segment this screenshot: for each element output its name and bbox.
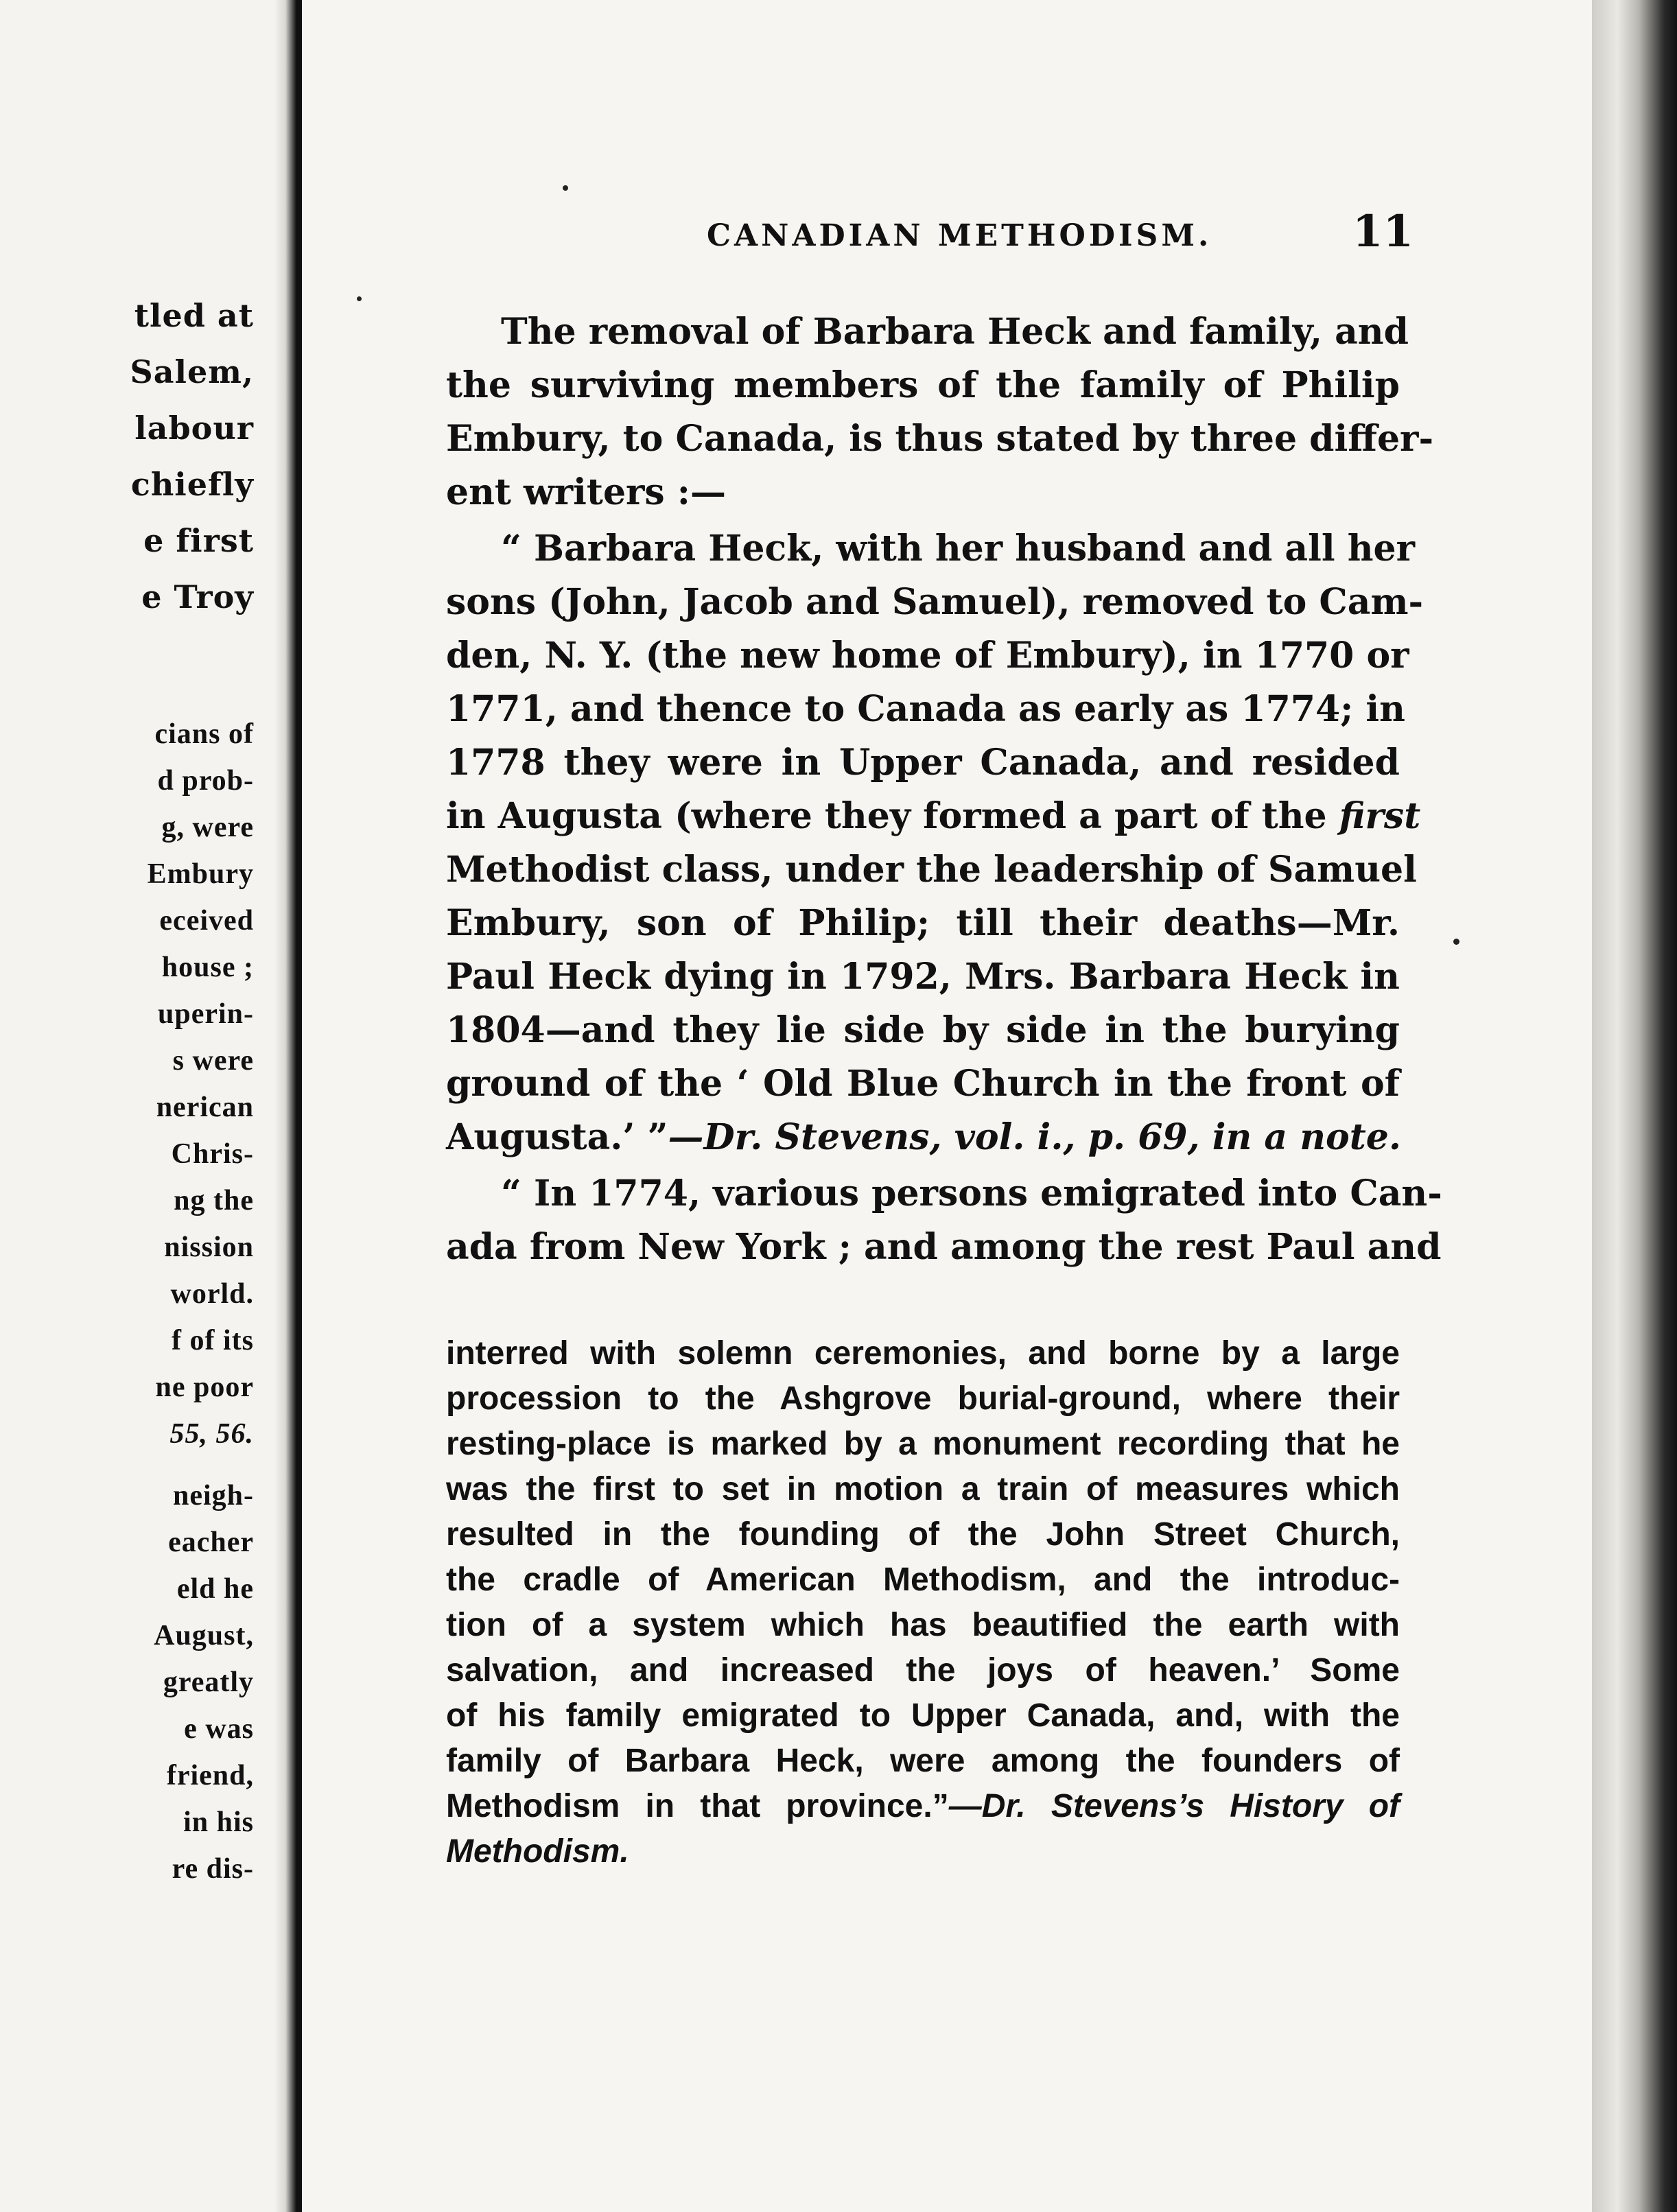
text-line: the surviving members of the family of Philip	[446, 364, 1400, 406]
footnote-line: resting-place is marked by a monument recording that he	[446, 1426, 1400, 1462]
left-line: world.	[170, 1278, 254, 1310]
ink-speck	[1453, 939, 1459, 945]
text-line: “ Barbara Heck, with her husband and all her	[501, 528, 1416, 569]
emphasis-first: first	[1339, 795, 1421, 837]
text-line: ent writers :—	[446, 471, 727, 513]
text-line: 1771, and thence to Canada as early as 1774; in	[446, 688, 1405, 730]
left-line: eacher	[168, 1527, 254, 1558]
footnote-line: interred with solemn ceremonies, and borne by a large	[446, 1335, 1400, 1372]
citation-stevens: —Dr. Stevens, vol. i., p. 69, in a note.	[668, 1116, 1401, 1158]
footnote-line: family of Barbara Heck, were among the founders of	[446, 1743, 1400, 1779]
left-line: labour	[134, 410, 254, 447]
left-line: uperin-	[157, 998, 254, 1030]
left-line: g, were	[161, 812, 254, 843]
left-line: eld he	[176, 1573, 254, 1605]
footnote-line: procession to the Ashgrove burial-ground, where their	[446, 1380, 1400, 1417]
left-line: friend,	[166, 1760, 254, 1791]
text-line-run: Augusta.’ ”	[446, 1116, 668, 1158]
text-line-run: in Augusta (where they formed a part of the	[446, 795, 1327, 837]
left-line: eceived	[159, 905, 254, 937]
footnote-line: resulted in the founding of the John Street Church,	[446, 1516, 1400, 1553]
left-line: e was	[184, 1713, 254, 1745]
ink-speck	[357, 296, 362, 301]
left-line: chiefly	[130, 466, 254, 503]
footnote-citation: —Dr. Stevens’s History of	[948, 1788, 1400, 1824]
left-line: e first	[143, 522, 254, 559]
left-line: cians of	[154, 718, 254, 750]
footnote-citation-end: Methodism.	[446, 1833, 629, 1870]
book-gutter	[274, 0, 302, 2212]
ink-speck	[563, 185, 568, 191]
text-line: 1804—and they lie side by side in the burying	[446, 1009, 1400, 1051]
left-line: re dis-	[172, 1853, 254, 1885]
left-line: Salem,	[130, 353, 254, 390]
text-line: Methodist class, under the leadership of Samuel	[446, 849, 1417, 891]
left-line: house ;	[161, 952, 254, 983]
running-title: CANADIAN METHODISM.	[707, 218, 1212, 253]
page-edge	[1592, 0, 1677, 2212]
page-number: 11	[1352, 206, 1414, 257]
left-line: e Troy	[141, 578, 254, 615]
left-line: greatly	[163, 1667, 254, 1698]
running-head	[419, 206, 1414, 274]
left-page-fragment	[0, 0, 296, 2212]
text-line: den, N. Y. (the new home of Embury), in 1770 or	[446, 635, 1409, 676]
text-line: sons (John, Jacob and Samuel), removed to Cam-	[446, 581, 1424, 623]
left-line: nission	[164, 1232, 254, 1263]
left-line: Chris-	[171, 1138, 254, 1170]
left-line: nerican	[156, 1092, 254, 1123]
footnote-line	[446, 1829, 1400, 1874]
footnote-line: salvation, and increased the joys of heaven.’ Some	[446, 1652, 1400, 1689]
left-line: neigh-	[172, 1480, 254, 1511]
text-line: The removal of Barbara Heck and family, and	[501, 311, 1409, 353]
footnote-line: tion of a system which has beautified the earth with	[446, 1607, 1400, 1643]
text-line: 1778 they were in Upper Canada, and resided	[446, 742, 1400, 784]
left-line: tled at	[134, 297, 254, 334]
left-line: Embury	[147, 858, 254, 890]
text-line: Embury, son of Philip; till their deaths—Mr.	[446, 902, 1400, 944]
text-line: ground of the ‘ Old Blue Church in the front of	[446, 1063, 1400, 1105]
footnote-line	[446, 1784, 1400, 1829]
footnote-line: of his family emigrated to Upper Canada, and, with the	[446, 1697, 1400, 1734]
footnote-line: was the first to set in motion a train of measures which	[446, 1471, 1400, 1507]
left-line: d prob-	[157, 765, 254, 797]
left-line: August,	[154, 1620, 254, 1651]
left-line: 55, 56.	[169, 1418, 254, 1450]
text-line: “ In 1774, various persons emigrated into Can-	[501, 1173, 1442, 1214]
text-line: Embury, to Canada, is thus stated by three differ-	[446, 418, 1434, 460]
left-line: s were	[172, 1045, 254, 1076]
footnote-line: the cradle of American Methodism, and the introduc-	[446, 1562, 1400, 1598]
text-line	[446, 1111, 1400, 1164]
text-line: ada from New York ; and among the rest Paul and	[446, 1226, 1442, 1268]
left-line: ng the	[174, 1185, 254, 1216]
text-line: Paul Heck dying in 1792, Mrs. Barbara Heck in	[446, 956, 1400, 998]
left-line: ne poor	[155, 1372, 254, 1403]
left-line: f of its	[172, 1325, 254, 1356]
footnote-run: Methodism in that province.”	[446, 1788, 949, 1824]
text-line	[446, 790, 1421, 843]
left-line: in his	[183, 1807, 254, 1838]
